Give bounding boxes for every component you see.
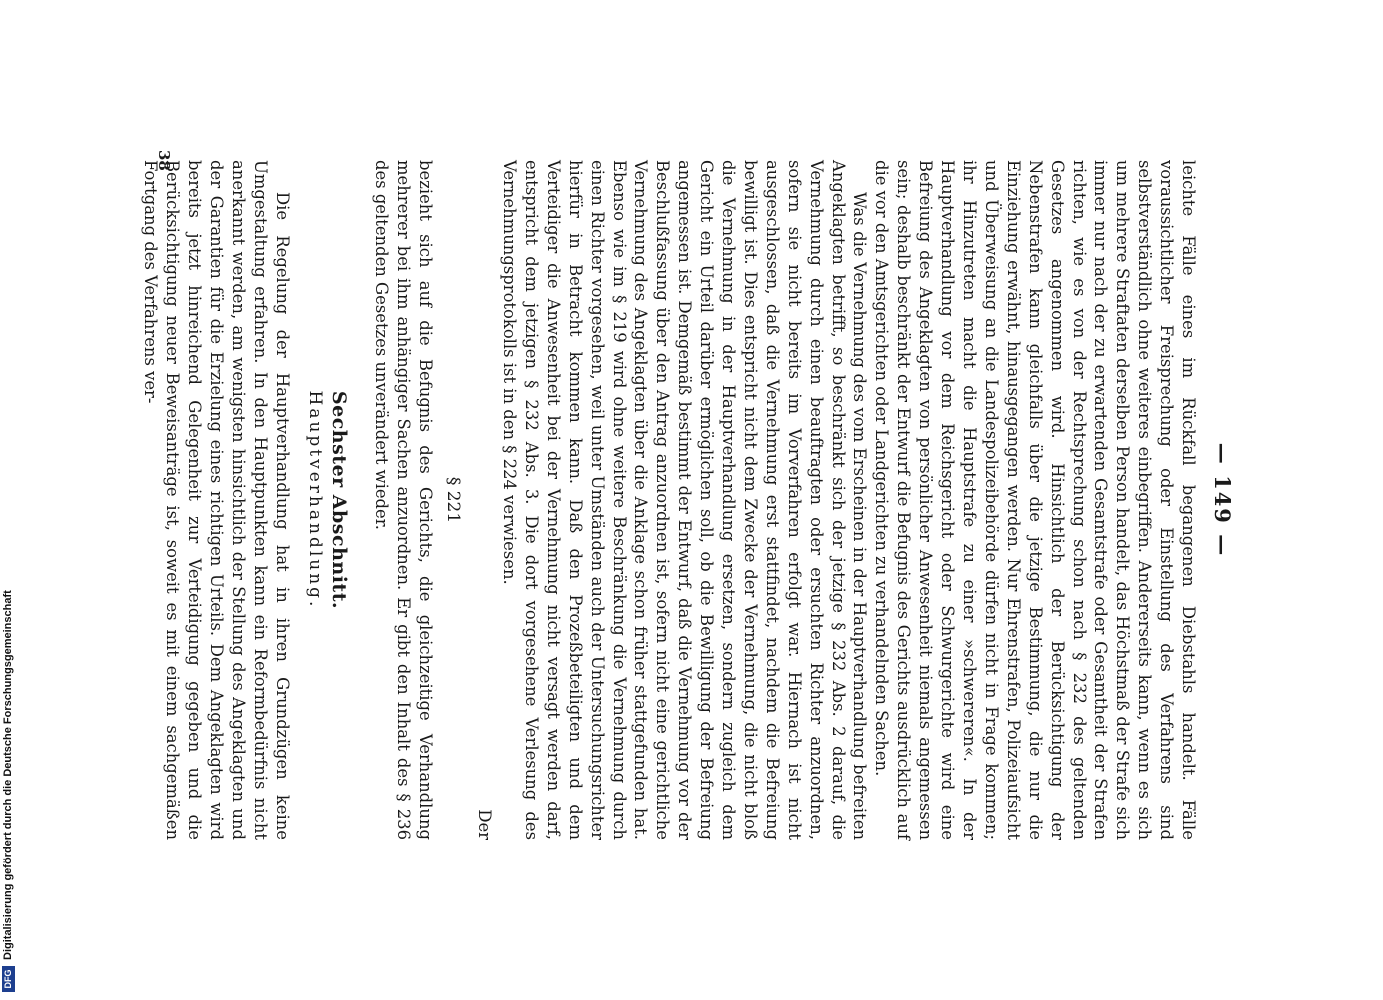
paragraph-vernehmung: Was die Vernehmung des vom Erscheinen in der Hauptverhandlung befreiten Angeklagten betrifft, so beschränkt sich der jetzige § 232 Abs. 2 darauf, die Vernehmung durch einen beauftragten oder ersuchten Richter anzuordnen, sofern sie nicht bereits im Vorverfahren erfolgt war. Hiernach ist nicht ausgeschlossen, daß die Vernehmung erst stattfindet, nachdem die Befreiung bewilligt ist. Dies entspricht nicht dem Zwecke der Vernehmung, die nicht bloß die Vernehmung in der Hauptverhandlung ersetzen, sondern zugleich dem Gericht ein Urteil darüber ermöglichen soll, ob die Bewilligung der Befreiung angemessen ist. Demgemäß bestimmt der Entwurf, daß die Vernehmung vor der Beschlußfassung über den Antrag anzuordnen ist, sofern nicht eine gerichtliche Vernehmung des Angeklagten über die Anklage schon früher stattgefunden hat. Ebenso wie im § 219 wird ohne weitere Beschränkung die Vernehmung durch einen Richter vorgesehen, weil unter Umständen auch der Untersuchungsrichter hierfür in Betracht kommen kann. Daß den Prozeßbeteiligten und dem Verteidiger die Anwesenheit bei der Vernehmung nicht versagt werden darf, entspricht dem jetzigen § 232 Abs. 3. Die dort vorgesehene Verlesung des Vernehmungsprotokolls ist in den § 224 verwiesen. <box>500 160 870 840</box>
paragraph-rueckfall: leichte Fälle eines im Rückfall begangenen Diebstahls handelt. Fälle voraussichtlicher Freisprechung oder Einstellung des Verfahrens sind selbstverständlich ohne weiteres einbegriffen. Andererseits kann, wenn es sich um mehrere Straftaten derselben Person handelt, das Höchstmaß der Strafe sich immer nur nach der zu erwartenden Gesamtstrafe oder Gesamtheit der Strafen richten, wie es von der Rechtsprechung schon nach § 232 des geltenden Gesetzes angenommen wird. Hinsichtlich der Berücksichtigung der Nebenstrafen kann gleichfalls über die jetzige Bestimmung, die nur die Einziehung erwähnt, hinausgegangen werden. Nur Ehrenstrafen, Polizeiaufsicht und Überweisung an die Landespolizeibehörde dürfen nicht in Frage kommen; ihr Hinzutreten macht die Hauptstrafe zu einer »schwereren«. In der Hauptverhandlung vor dem Reichsgericht oder Schwurgerichte wird eine Befreiung des Angeklagten von persönlicher Anwesenheit niemals angemessen sein; deshalb beschränkt der Entwurf die Befugnis des Gerichts ausdrücklich auf die vor den Amtsgerichten oder Landgerichten zu verhandelnden Sachen. <box>872 160 1199 840</box>
page-number: — 149 — <box>1210 442 1235 558</box>
paragraph-hauptverhandlung: Die Regelung der Hauptverhandlung hat in ihren Grundzügen keine Umgestaltung erfahren. In den Hauptpunkten kann ein Reformbedürfnis nicht anerkannt werden, am wenigsten hinsichtlich der Stellung des Angeklagten und der Garantien für die Erzielung eines richtigen Urteils. Dem Angeklagten wird bereits jetzt hinreichend Gelegenheit zur Verteidigung gegeben und die Berücksichtigung neuer Beweisanträge ist, soweit es mit einem sachgemäßen Fortgang des Verfahrens ver- <box>141 160 292 840</box>
catchword: Der <box>475 809 495 840</box>
signature-mark: 38 <box>155 150 173 171</box>
credit-text: Digitalisierung gefördert durch die Deutsche Forschungsgemeinschaft <box>2 590 14 960</box>
document-page <box>139 160 1233 840</box>
digitization-credit <box>0 0 16 1000</box>
paragraph-221: bezieht sich auf die Befugnis des Gerichts, die gleichzeitige Verhandlung mehrerer bei ihm anhängiger Sachen anzuordnen. Er gibt den Inhalt des § 236 des geltenden Gesetzes unverändert wieder. <box>372 160 436 840</box>
section-subtitle: Hauptverhandlung. <box>304 390 325 610</box>
section-sign-221: § 221 <box>443 476 464 524</box>
dfg-logo-icon: DFG <box>2 966 15 992</box>
section-title: Sechster Abschnitt. <box>327 390 350 610</box>
